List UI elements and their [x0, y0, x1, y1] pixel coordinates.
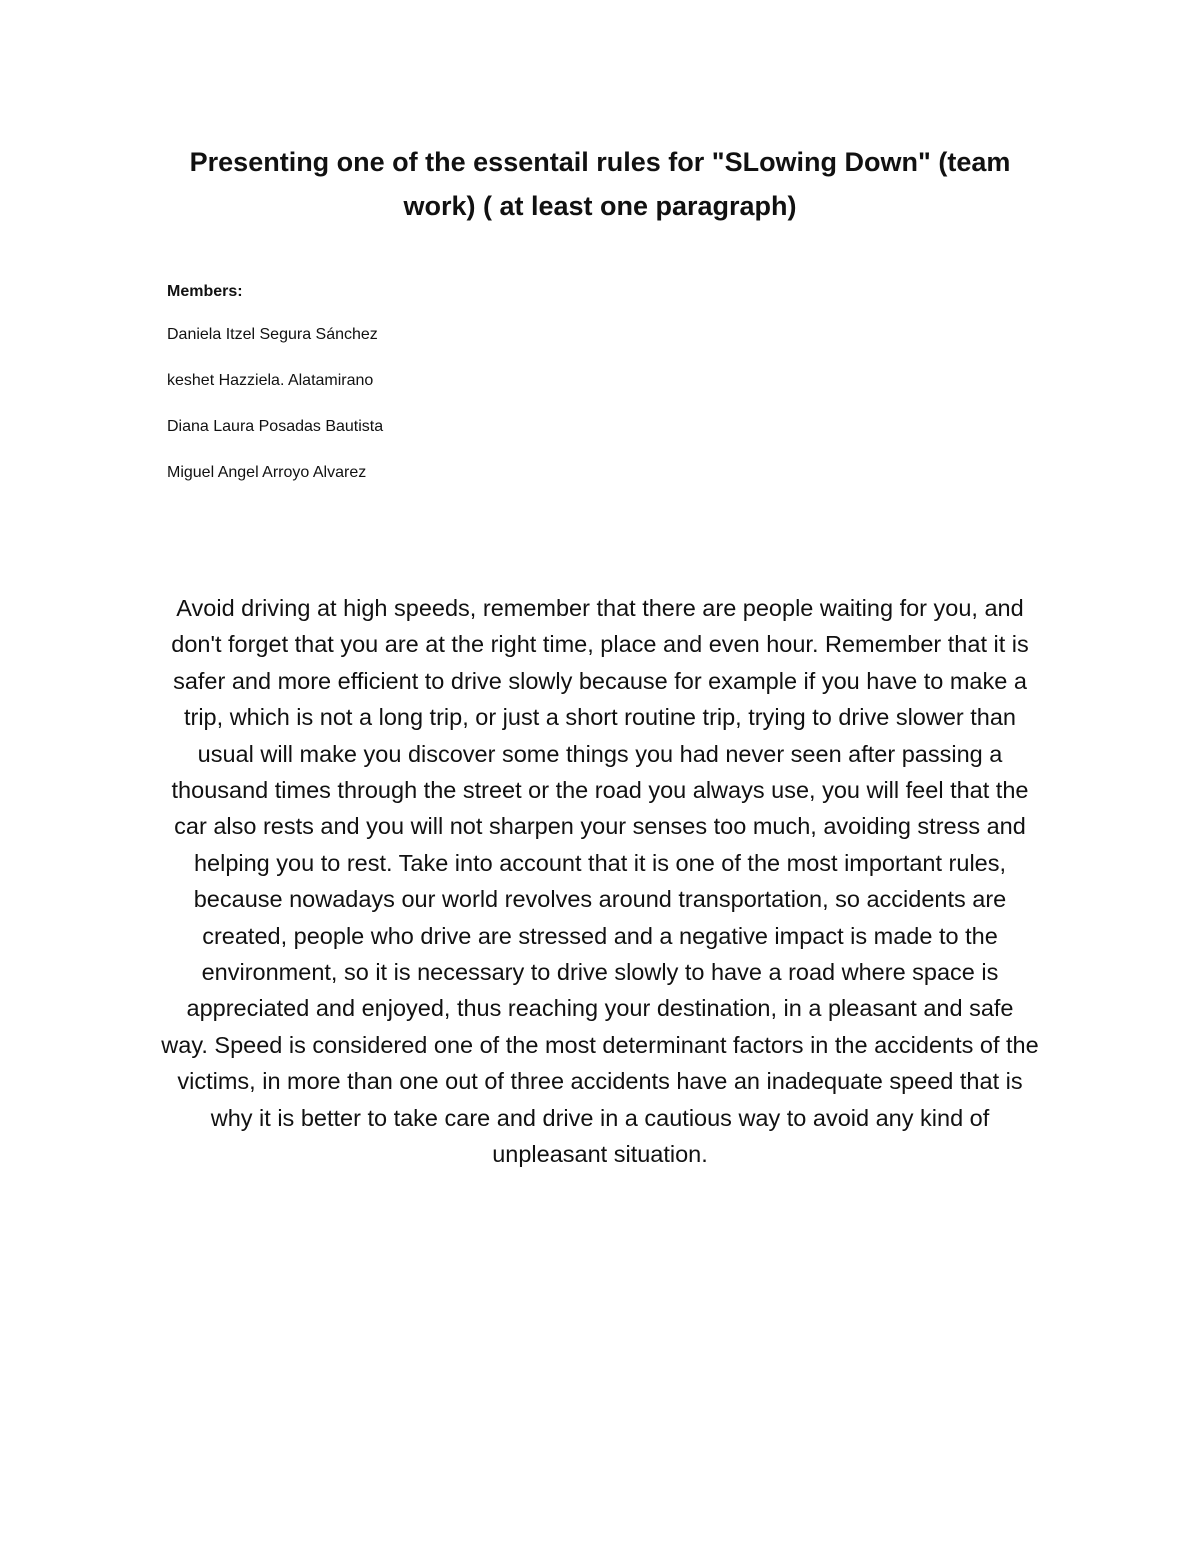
member-name: Diana Laura Posadas Bautista [167, 418, 384, 435]
member-name: Daniela Itzel Segura Sánchez [167, 326, 378, 343]
members-list [167, 325, 383, 509]
member-name: Miguel Angel Arroyo Alvarez [167, 464, 367, 481]
members-label: Members: [167, 283, 243, 300]
document-title: Presenting one of the essentail rules for "SLowing Down" (team work) ( at least one paragraph) [189, 147, 1011, 221]
member-name: keshet Hazziela. Alatamirano [167, 372, 374, 389]
body-paragraph: Avoid driving at high speeds, remember that there are people waiting for you, and don't forget that you are at the right time, place and even hour. Remember that it is safer and more efficient to drive slowly because for example if you have to make a trip, which is not a long trip, or just a short routine trip, trying to drive slower than usual will make you discover some things you had never seen after passing a thousand times through the street or the road you always use, you will feel that the car also rests and you will not sharpen your senses too much, avoiding stress and helping you to rest. Take into account that it is one of the most important rules, because nowadays our world revolves around transportation, so accidents are created, people who drive are stressed and a negative impact is made to the environment, so it is necessary to drive slowly to have a road where space is appreciated and enjoyed, thus reaching your destination, in a pleasant and safe way. Speed is considered one of the most determinant factors in the accidents of the victims, in more than one out of three accidents have an inadequate speed that is why it is better to take care and drive in a cautious way to avoid any kind of unpleasant situation. [161, 595, 1039, 1168]
